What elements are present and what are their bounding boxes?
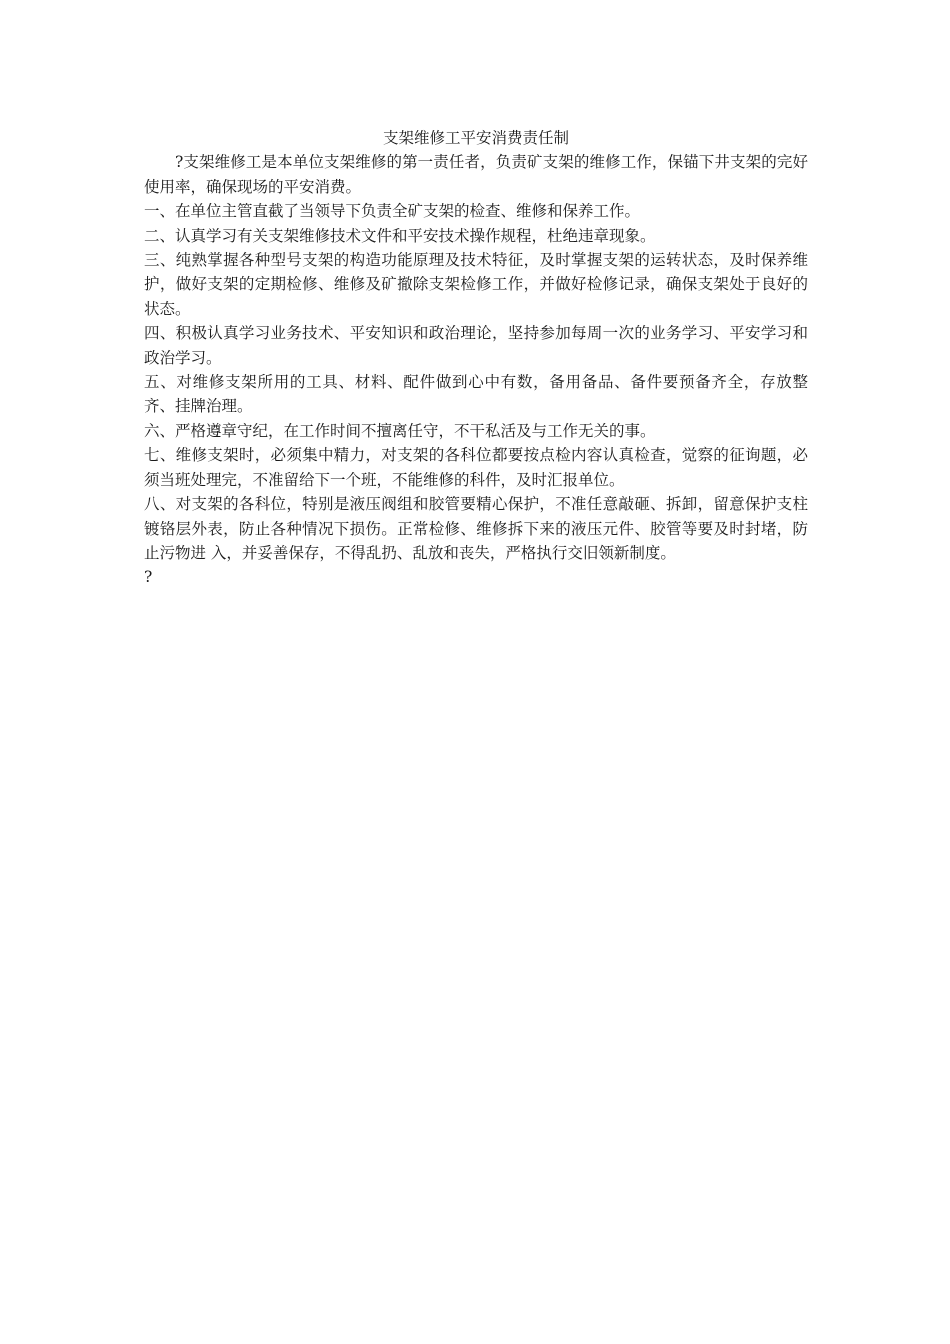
document-body <box>144 126 808 590</box>
item-8: 八、对支架的各科位，特别是液压阀组和胶管要精心保护，不准任意敲砸、拆卸，留意保护支柱镀铬层外表，防止各种情况下损伤。正常检修、维修拆下来的液压元件、胶管等要及时封堵，防止污物进 入，并妥善保存，不得乱扔、乱放和丧失，严格执行交旧领新制度。 <box>144 495 808 562</box>
intro-paragraph: ?支架维修工是本单位支架维修的第一责任者，负责矿支架的维修工作，保锚下井支架的完好使用率，确保现场的平安消费。 <box>144 153 808 196</box>
item-7: 七、维修支架时，必须集中精力，对支架的各科位都要按点检内容认真检查，觉察的征询题，必须当班处理完，不准留给下一个班，不能维修的科件，及时汇报单位。 <box>144 446 808 489</box>
trailing-mark: ? <box>144 568 153 587</box>
item-4: 四、积极认真学习业务技术、平安知识和政治理论，坚持参加每周一次的业务学习、平安学习和政治学习。 <box>144 324 808 367</box>
item-6: 六、严格遵章守纪，在工作时间不擅离任守，不干私活及与工作无关的事。 <box>144 421 656 440</box>
item-3: 三、纯熟掌握各种型号支架的构造功能原理及技术特征，及时掌握支架的运转状态，及时保养维护，做好支架的定期检修、维修及矿撤除支架检修工作，并做好检修记录，确保支架处于良好的状态。 <box>144 251 808 318</box>
item-1: 一、在单位主管直截了当领导下负责全矿支架的检查、维修和保养工作。 <box>144 202 641 221</box>
item-5: 五、对维修支架所用的工具、材料、配件做到心中有数，备用备品、备件要预备齐全，存放整齐、挂牌治理。 <box>144 373 808 416</box>
document-title: 支架维修工平安消费责任制 <box>382 129 569 147</box>
item-2: 二、认真学习有关支架维修技术文件和平安技术操作规程，杜绝违章现象。 <box>144 226 656 245</box>
